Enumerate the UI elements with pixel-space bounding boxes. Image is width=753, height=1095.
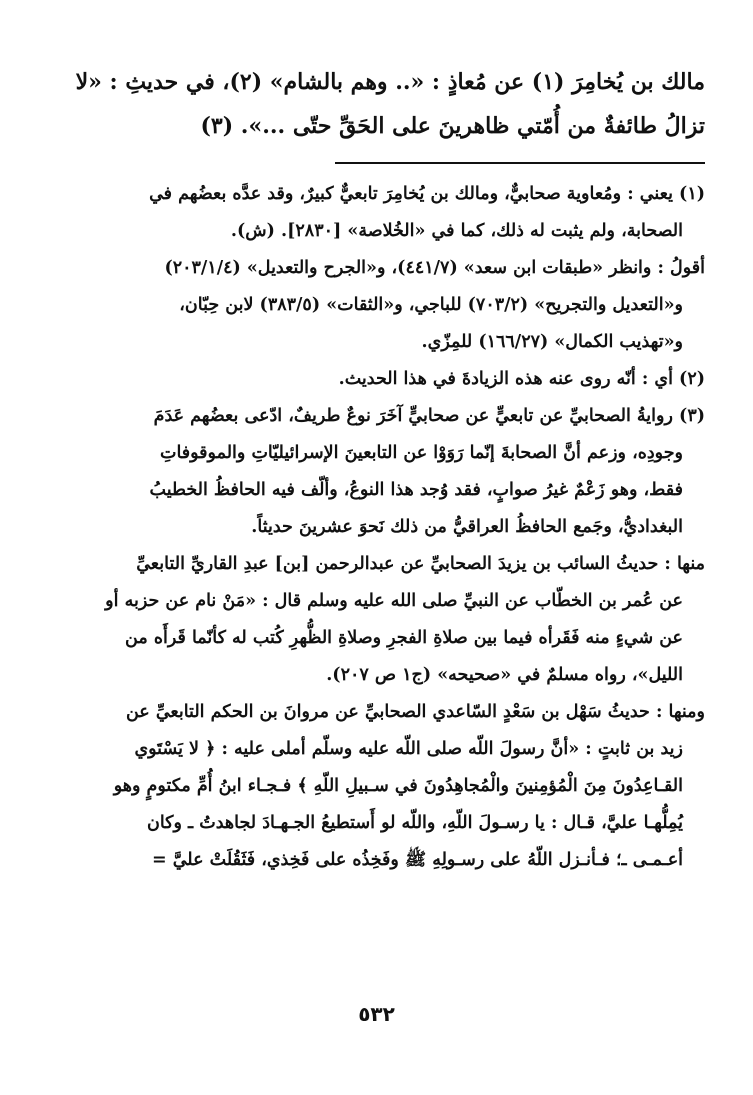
footnote-line: أعـمـى ـ؛ فـأنـزل اللّهُ على رسـولِهِ ﷺ وفَخِذُه على فَخِذي، فَثَقُلَتْ عليَّ = <box>151 850 683 870</box>
footnote-line: و«التعديل والتجريح» (٧٠٣/٢) للباجي، و«الثقات» (٣٨٣/٥) لابن حِبّان، <box>179 295 683 315</box>
footnote-line: القـاعِدُونَ مِنَ الْمُؤمِنينَ والْمُجاهِدُونَ في سـبيلِ اللّهِ ﴾ فـجـاء ابنُ أُمِّ مكتومٍ وهو <box>113 776 683 796</box>
footnote-line: الليل»، رواه مسلمٌ في «صحيحه» (ج١ ص ٢٠٧). <box>326 665 683 685</box>
footnote-line: عن عُمر بن الخطّاب عن النبيِّ صلى الله عليه وسلم قال : «مَنْ نام عن حزبه أو <box>105 591 683 611</box>
footnote-line: يُمِلُّهـا عليَّ، قـال : يا رسـولَ اللّهِ، واللّه لو أَستطيعُ الجـهـادَ لجاهدتُ ـ وكان <box>146 813 683 833</box>
footnote-line: وجودِه، وزعم أنَّ الصحابةَ إنّما رَوَوْا عن التابعينَ الإسرائيليّاتِ والموقوفاتِ <box>159 443 683 463</box>
footnote-divider <box>335 162 705 164</box>
footnote-line: زيد بن ثابتٍ : «أنَّ رسولَ اللّه صلى اللّه عليه وسلّم أملى عليه : ﴿ لا يَسْتَوي <box>134 739 683 759</box>
footnote-line: (٣) روايةُ الصحابيِّ عن تابعيٍّ عن صحابيٍّ آخَرَ نوعٌ طريفٌ، ادّعى بعضُهم عَدَمَ <box>153 406 705 426</box>
footnote-line: البغداديُّ، وجَمع الحافظُ العراقيُّ من ذلك نَحوَ عشرينَ حديثاً. <box>251 517 683 537</box>
footnote-line: عن شيءٍ منه فَقَرأه فيما بين صلاةِ الفجرِ وصلاةِ الظُّهرِ كُتب له كأنّما قَرأَه من <box>125 628 683 648</box>
footnote-line: فقط، وهو زَعْمٌ غيرُ صوابٍ، فقد وُجد هذا النوعُ، وألّف فيه الحافظُ الخطيبُ <box>149 480 683 500</box>
main-text <box>48 60 705 148</box>
footnote-line: الصحابة، ولم يثبت له ذلك، كما في «الخُلاصة» [٢٨٣٠]. (ش). <box>230 221 683 241</box>
main-line-1: مالك بن يُخامِرَ (١) عن مُعاذٍ : «.. وهم بالشام» (٢)، في حديثِ : «لا <box>75 69 705 95</box>
page-number: ٥٣٢ <box>358 1002 395 1026</box>
main-line-2: تزالُ طائفةٌ من أُمّتي ظاهرينَ على الحَقِّ حتّى ...». (٣) <box>200 113 705 139</box>
footnote-line: (١) يعني : ومُعاوية صحابيٌّ، ومالك بن يُخامِرَ تابعيٌّ كبيرٌ، وقد عدَّه بعضُهم في <box>149 184 705 204</box>
footnote-line: (٢) أي : أنّه روى عنه هذه الزيادةَ في هذا الحديث. <box>338 369 705 389</box>
footnote-line: منها : حديثُ السائب بن يزيدَ الصحابيِّ عن عبدالرحمن [بن] عبدِ القاريِّ التابعيِّ <box>136 554 705 574</box>
footnote-line: ومنها : حديثُ سَهْل بن سَعْدٍ السّاعدي الصحابيِّ عن مروانَ بن الحكم التابعيِّ عن <box>125 702 705 722</box>
footnote-line: أقولُ : وانظر «طبقات ابن سعد» (٤٤١/٧)، و«الجرح والتعديل» (٢٠٣/١/٤) <box>164 258 705 278</box>
footnote-line: و«تهذيب الكمال» (١٦٦/٢٧) للمِزّي. <box>421 332 683 352</box>
footnotes <box>48 176 705 879</box>
page-content <box>48 60 705 879</box>
